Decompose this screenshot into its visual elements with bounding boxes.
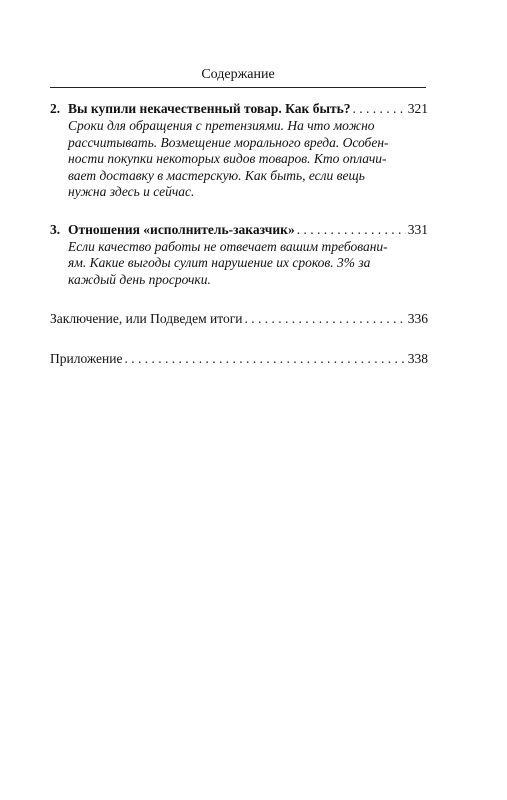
toc-entry-page[interactable]: 321 [407, 101, 428, 116]
toc-entry-line [50, 221, 428, 239]
toc-entry [50, 100, 428, 201]
toc-entry-page[interactable]: 336 [407, 311, 428, 326]
description-line: Сроки для обращения с претензиями. На что можно [68, 118, 375, 133]
toc-entry-title[interactable]: Приложение [50, 351, 123, 366]
dot-leader [124, 350, 405, 368]
toc-entry-number: 3. [50, 221, 61, 237]
description-line: Если качество работы не отвечает вашим требовани- [68, 238, 388, 254]
running-header: Содержание [201, 67, 275, 82]
toc-entry-number: 2. [50, 101, 61, 116]
table-of-contents [50, 100, 428, 368]
toc-entry [50, 310, 428, 328]
toc-entry-title[interactable]: Отношения «исполнитель-заказчик» [68, 221, 295, 237]
description-line: рассчитывать. Возмещение морального вреда. Особен- [68, 134, 389, 150]
description-line: нужна здесь и сейчас. [68, 184, 195, 199]
dot-leader [244, 310, 405, 328]
toc-entry-description [68, 239, 428, 289]
description-line: ям. Какие выгоды сулит нарушение их сроков. 3% за [68, 255, 371, 270]
toc-entry [50, 221, 428, 289]
description-line: каждый день просрочки. [68, 271, 211, 287]
toc-entry-line [50, 100, 428, 118]
toc-entry-line [50, 350, 428, 368]
toc-entry-line [50, 310, 428, 328]
toc-entry-title[interactable]: Заключение, или Подведем итоги [50, 311, 243, 326]
toc-entry-page[interactable]: 338 [407, 351, 428, 366]
toc-entry-title[interactable]: Вы купили некачественный товар. Как быть? [68, 101, 351, 116]
description-line: вает доставку в мастерскую. Как быть, если вещь [68, 167, 365, 183]
toc-entry-description [68, 118, 428, 201]
dot-leader [297, 221, 406, 239]
toc-entry-page[interactable]: 331 [407, 221, 428, 237]
toc-entry [50, 350, 428, 368]
header-rule [50, 87, 426, 88]
dot-leader [353, 100, 406, 118]
description-line: ности покупки некоторых видов товаров. Кто оплачи- [68, 151, 387, 166]
